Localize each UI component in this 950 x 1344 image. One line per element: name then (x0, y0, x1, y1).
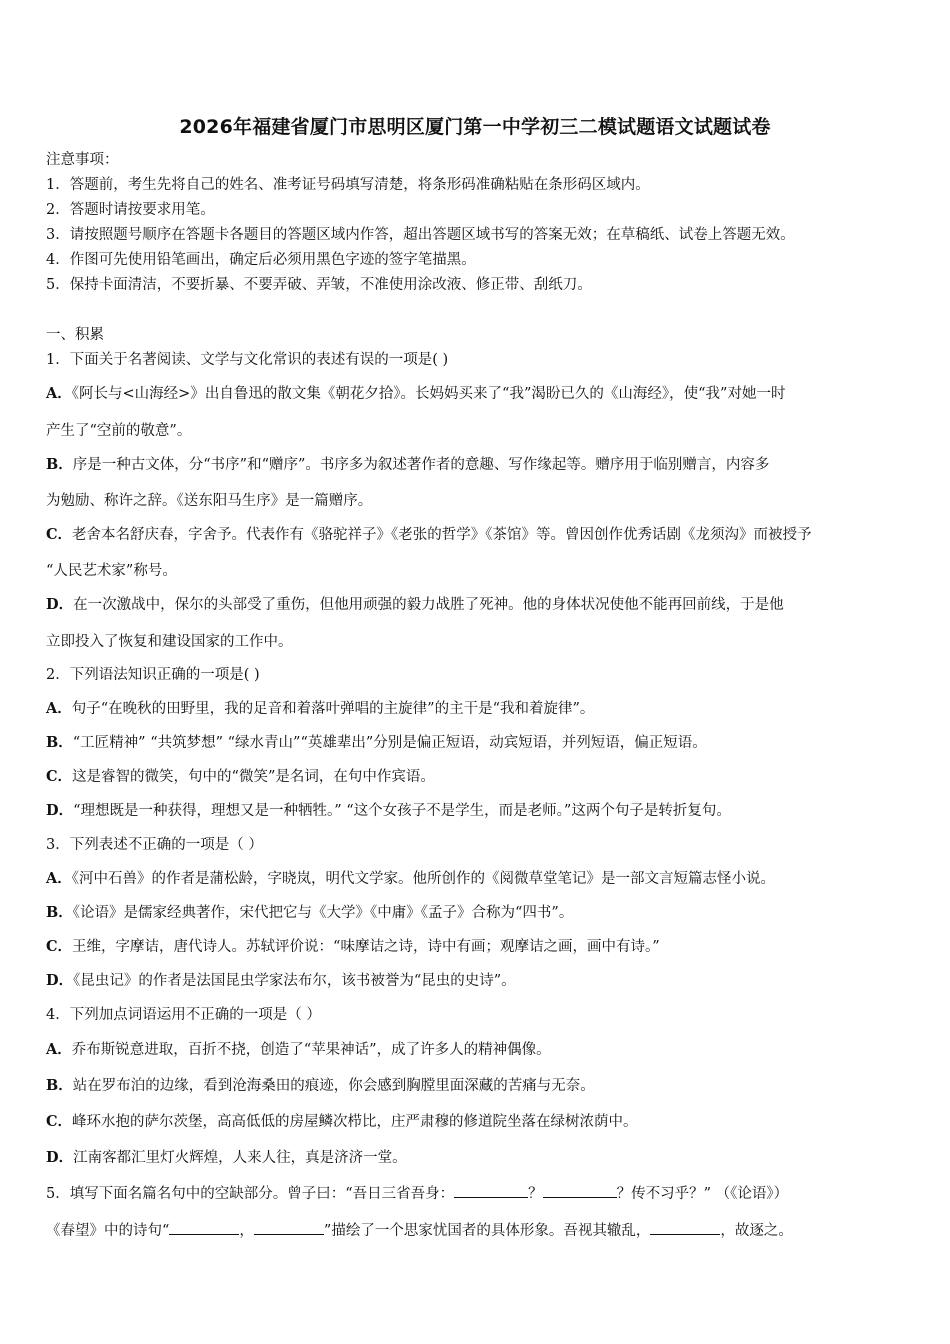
q2-option-c (46, 767, 908, 787)
page-title: 2026年福建省厦门市思明区厦门第一中学初三二模试题语文试题试卷 (179, 116, 771, 138)
option-label: D． (46, 1149, 74, 1166)
question-1-stem: 1．下面关于名著阅读、文学与文化常识的表述有误的一项是( ) (46, 352, 449, 368)
q1-option-b-cont: 为勉励、称许之辞。《送东阳马生序》是一篇赠序。 (46, 493, 373, 509)
q1-option-b (46, 455, 908, 475)
option-label: C． (46, 768, 73, 785)
question-5-line-2 (46, 1220, 908, 1241)
answer-blank[interactable] (169, 1220, 239, 1235)
option-label: D． (46, 972, 74, 989)
option-label: A． (46, 1041, 72, 1058)
q4-option-d (46, 1148, 908, 1168)
q5-text: 5．填写下面名篇名句中的空缺部分。曾子曰：“吾日三省吾身： (46, 1186, 455, 1202)
option-text: 在一次激战中，保尔的头部受了重伤，但他用顽强的毅力战胜了死神。他的身体状况使他不能再回前线，于是他 (73, 597, 784, 613)
q3-option-c (46, 937, 908, 957)
option-text: 《河中石兽》的作者是蒲松龄，字晓岚，明代文学家。他所创作的《阅微草堂笔记》是一部文言短篇志怪小说。 (71, 871, 776, 887)
question-4-stem: 4．下列加点词语运用不正确的一项是（ ） (46, 1007, 321, 1023)
option-text: 《阿长与<山海经>》出自鲁迅的散文集《朝花夕拾》。长妈妈买来了“我”渴盼已久的《山海经》，使“我”对她一时 (71, 386, 786, 402)
option-label: B． (46, 904, 73, 921)
option-text: 江南客都汇里灯火辉煌，人来人往，真是济济一堂。 (73, 1150, 407, 1166)
q4-option-b (46, 1076, 908, 1096)
answer-blank[interactable] (543, 1183, 617, 1198)
option-label: C． (46, 938, 73, 955)
answer-blank[interactable] (454, 1183, 528, 1198)
q3-option-a (46, 869, 908, 889)
q1-option-a (46, 384, 908, 404)
option-label: D． (46, 802, 74, 819)
option-text: 站在罗布泊的边缘，看到沧海桑田的痕迹，你会感到胸膛里面深藏的苦痛与无奈。 (72, 1078, 595, 1094)
option-text: 王维，字摩诘，唐代诗人。苏轼评价说：“味摩诘之诗，诗中有画；观摩诘之画，画中有诗。” (72, 939, 660, 955)
option-text: 这是睿智的微笑，句中的“微笑”是名词，在句中作宾语。 (72, 769, 435, 785)
notice-item: 1．答题前，考生先将自己的姓名、准考证号码填写清楚，将条形码准确粘贴在条形码区域内。 (46, 177, 650, 193)
option-label: A． (46, 700, 72, 717)
q1-option-c-cont: “人民艺术家”称号。 (46, 563, 177, 579)
q5-text: 《春望》中的诗句“ (46, 1223, 170, 1239)
question-3-stem: 3．下列表述不正确的一项是（ ） (46, 837, 263, 853)
option-text: 《昆虫记》的作者是法国昆虫学家法布尔，该书被誉为“昆虫的史诗”。 (73, 973, 516, 989)
q2-option-b (46, 733, 908, 753)
option-label: A． (46, 870, 72, 887)
answer-blank[interactable] (650, 1220, 720, 1235)
option-label: B． (46, 1077, 73, 1094)
option-label: A． (46, 385, 72, 402)
option-text: 乔布斯锐意进取，百折不挠，创造了“苹果神话”，成了许多人的精神偶像。 (71, 1042, 551, 1058)
option-text: “工匠精神” “共筑梦想” “绿水青山”“英雄辈出”分别是偏正短语，动宾短语，并列短语，偏正短语。 (72, 735, 707, 751)
q2-option-d (46, 801, 908, 821)
option-label: B． (46, 734, 73, 751)
q1-option-a-cont: 产生了“空前的敬意”。 (46, 423, 192, 439)
option-text: 老舍本名舒庆春，字舍予。代表作有《骆驼祥子》《老张的哲学》《茶馆》等。曾因创作优秀话剧《龙须沟》而被授予 (72, 527, 812, 543)
notice-item: 2．答题时请按要求用笔。 (46, 202, 215, 218)
q5-text: ”描绘了一个思家忧国者的具体形象。吾视其辙乱， (323, 1223, 651, 1239)
option-label: D． (46, 596, 74, 613)
option-label: C． (46, 526, 73, 543)
notice-heading: 注意事项： (46, 152, 119, 168)
q4-option-a (46, 1040, 908, 1060)
q5-text: ，故逐之。 (720, 1223, 793, 1239)
q1-option-c (46, 525, 908, 545)
notice-item: 5．保持卡面清洁，不要折暴、不要弄破、弄皱，不准使用涂改液、修正带、刮纸刀。 (46, 277, 592, 293)
notice-item: 3．请按照题号顺序在答题卡各题目的答题区域内作答，超出答题区域书写的答案无效；在草稿纸、试卷上答题无效。 (46, 227, 795, 243)
notice-item: 4．作图可先使用铅笔画出，确定后必须用黑色字迹的签字笔描黑。 (46, 252, 476, 268)
option-text: 峰环水抱的萨尔茨堡，高高低低的房屋鳞次栉比，庄严肃穆的修道院坐落在绿树浓荫中。 (72, 1114, 638, 1130)
question-5-line-1 (46, 1183, 908, 1204)
q5-text: ， (239, 1223, 254, 1239)
q3-option-d (46, 971, 908, 991)
q4-option-c (46, 1112, 908, 1132)
q2-option-a (46, 699, 908, 719)
option-label: C． (46, 1113, 73, 1130)
option-text: “理想既是一种获得，理想又是一种牺牲。” “这个女孩子不是学生，而是老师。”这两个句子是转折复句。 (73, 803, 731, 819)
option-text: 序是一种古文体，分“书序”和“赠序”。书序多为叙述著作者的意趣、写作缘起等。赠序用于临别赠言，内容多 (72, 457, 770, 473)
option-text: 《论语》是儒家经典著作，宋代把它与《大学》《中庸》《孟子》合称为“四书”。 (72, 905, 574, 921)
q5-text: ？ (528, 1186, 543, 1202)
q1-option-d-cont: 立即投入了恢复和建设国家的工作中。 (46, 634, 293, 650)
q3-option-b (46, 903, 908, 923)
option-text: 句子“在晚秋的田野里，我的足音和着落叶弹唱的主旋律”的主干是“我和着旋律”。 (71, 701, 595, 717)
question-2-stem: 2．下列语法知识正确的一项是( ) (46, 667, 260, 683)
option-label: B． (46, 456, 73, 473)
q1-option-d (46, 595, 908, 615)
q5-text: ？传不习乎？” （《论语》） (616, 1186, 789, 1202)
section-heading: 一、积累 (46, 327, 104, 343)
answer-blank[interactable] (254, 1220, 324, 1235)
